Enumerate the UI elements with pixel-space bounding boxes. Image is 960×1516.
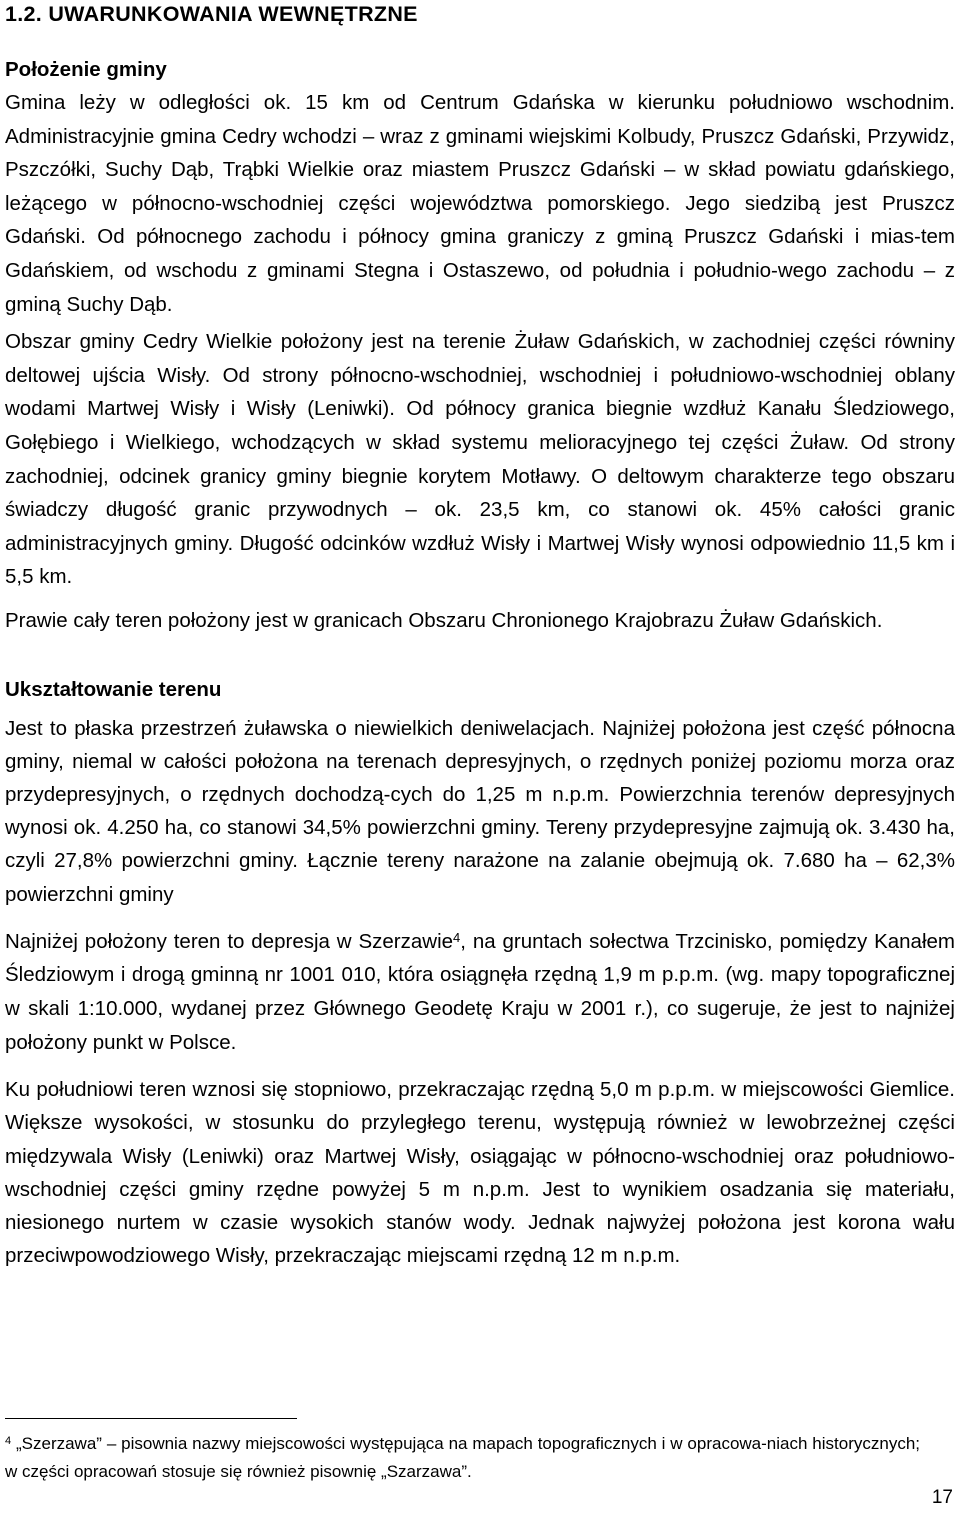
document-page xyxy=(5,0,955,1272)
paragraph-location-1: Gmina leży w odległości ok. 15 km od Centrum Gdańska w kierunku południowo wschodnim. Administracyjnie gmina Cedry wchodzi – wraz z gminami wiejskimi Kolbudy, Pruszcz Gdański, Przywidz, Pszczółki, Suchy Dąb, Trąbki Wielkie oraz miastem Pruszcz Gdański – w skład powiatu gdańskiego, leżącego w północno-wschodniej części województwa pomorskiego. Jego siedzibą jest Pruszcz Gdański. Od północnego zachodu i północy gmina graniczy z gminą Pruszcz Gdański i mias-tem Gdańskiem, od wschodu z gminami Stegna i Ostaszewo, od południa i południo-wego zachodu – z gminą Suchy Dąb. xyxy=(5,91,955,316)
footnote-reference[interactable]: 4 xyxy=(453,929,461,945)
paragraph-terrain-3: Ku południowi teren wznosi się stopniowo, przekraczając rzędną 5,0 m p.p.m. w miejscowości Giemlice. Większe wysokości, w stosunku do przyległego terenu, występują również w lewobrzeżnej części międzywala Wisły (Leniwki) oraz Martwej Wisły, osiągając w północno-wschodniej oraz południowo-wschodniej części gminy rzędne powyżej 5 m n.p.m. Jest to wynikiem osadzania się materiału, niesionego nurtem w czasie wysokich stanów wody. Jednak najwyżej położona jest korona wału przeciwpowodziowego Wisły, przekraczając miejscami rzędną 12 m n.p.m. xyxy=(5,1078,955,1268)
footnote-number: 4 xyxy=(5,1435,12,1447)
section-title-terrain: Ukształtowanie terenu xyxy=(5,677,222,701)
paragraph-location-3: Prawie cały teren położony jest w granicach Obszaru Chronionego Krajobrazu Żuław Gdańskich. xyxy=(5,608,883,632)
chapter-heading: 1.2. UWARUNKOWANIA WEWNĘTRZNE xyxy=(5,2,418,26)
footnote-separator xyxy=(5,1418,297,1419)
paragraph-terrain-2-end: , na gruntach sołectwa Trzcinisko, pomiędzy Kanałem Śledziowym i drogą gminną nr 1001 010, która osiągnęła rzędną 1,9 m p.p.m. (wg. mapy topograficznej w skali 1:10.000, wydanej przez Głównego Geodetę Kraju w 2001 r.), co sugeruje, że jest to najniżej położony punkt w Polsce. xyxy=(5,929,955,1054)
paragraph-terrain-2-start: Najniżej położony teren to depresja w Szerzawie xyxy=(5,929,454,953)
footnote xyxy=(5,1430,920,1486)
paragraph-terrain-1: Jest to płaska przestrzeń żuławska o niewielkich deniwelacjach. Najniżej położona jest część północna gminy, niemal w całości położona na terenach depresyjnych, o rzędnych poniżej poziomu morza oraz przydepresyjnych, o rzędnych dochodzą-cych do 1,25 m n.p.m. Powierzchnia terenów depresyjnych wynosi ok. 4.250 ha, co stanowi 34,5% powierzchni gminy. Tereny przydepresyjne zajmują ok. 3.430 ha, czyli 27,8% powierzchni gminy. Łącznie tereny narażone na zalanie obejmują ok. 7.680 ha – 62,3% powierzchni gminy xyxy=(5,716,955,906)
footnote-text: „Szerzawa” – pisownia nazwy miejscowości występująca na mapach topograficznych i w opracowa-niach historycznych; w części opracowań stosuje się również pisownię „Szarzawa”. xyxy=(5,1434,920,1481)
page-number: 17 xyxy=(931,1487,953,1508)
paragraph-location-2: Obszar gminy Cedry Wielkie położony jest na terenie Żuław Gdańskich, w zachodniej części równiny deltowej ujścia Wisły. Od strony północno-wschodniej, wschodniej i południowo-wschodniej oblany wodami Martwej Wisły i Wisły (Leniwki). Od północy granica biegnie wzdłuż Kanału Śledziowego, Gołębiego i Wielkiego, wchodzących w skład systemu melioracyjnego tej części Żuław. Od strony zachodniej, odcinek granicy gminy biegnie korytem Motławy. O deltowym charakterze tego obszaru świadczy długość granic przywodnych – ok. 23,5 km, co stanowi ok. 45% całości granic administracyjnych gminy. Długość odcinków wzdłuż Wisły i Martwej Wisły wynosi odpowiednio 11,5 km i 5,5 km. xyxy=(5,330,955,589)
paragraph-terrain-2 xyxy=(5,925,955,1059)
section-title-location: Położenie gminy xyxy=(5,58,167,81)
